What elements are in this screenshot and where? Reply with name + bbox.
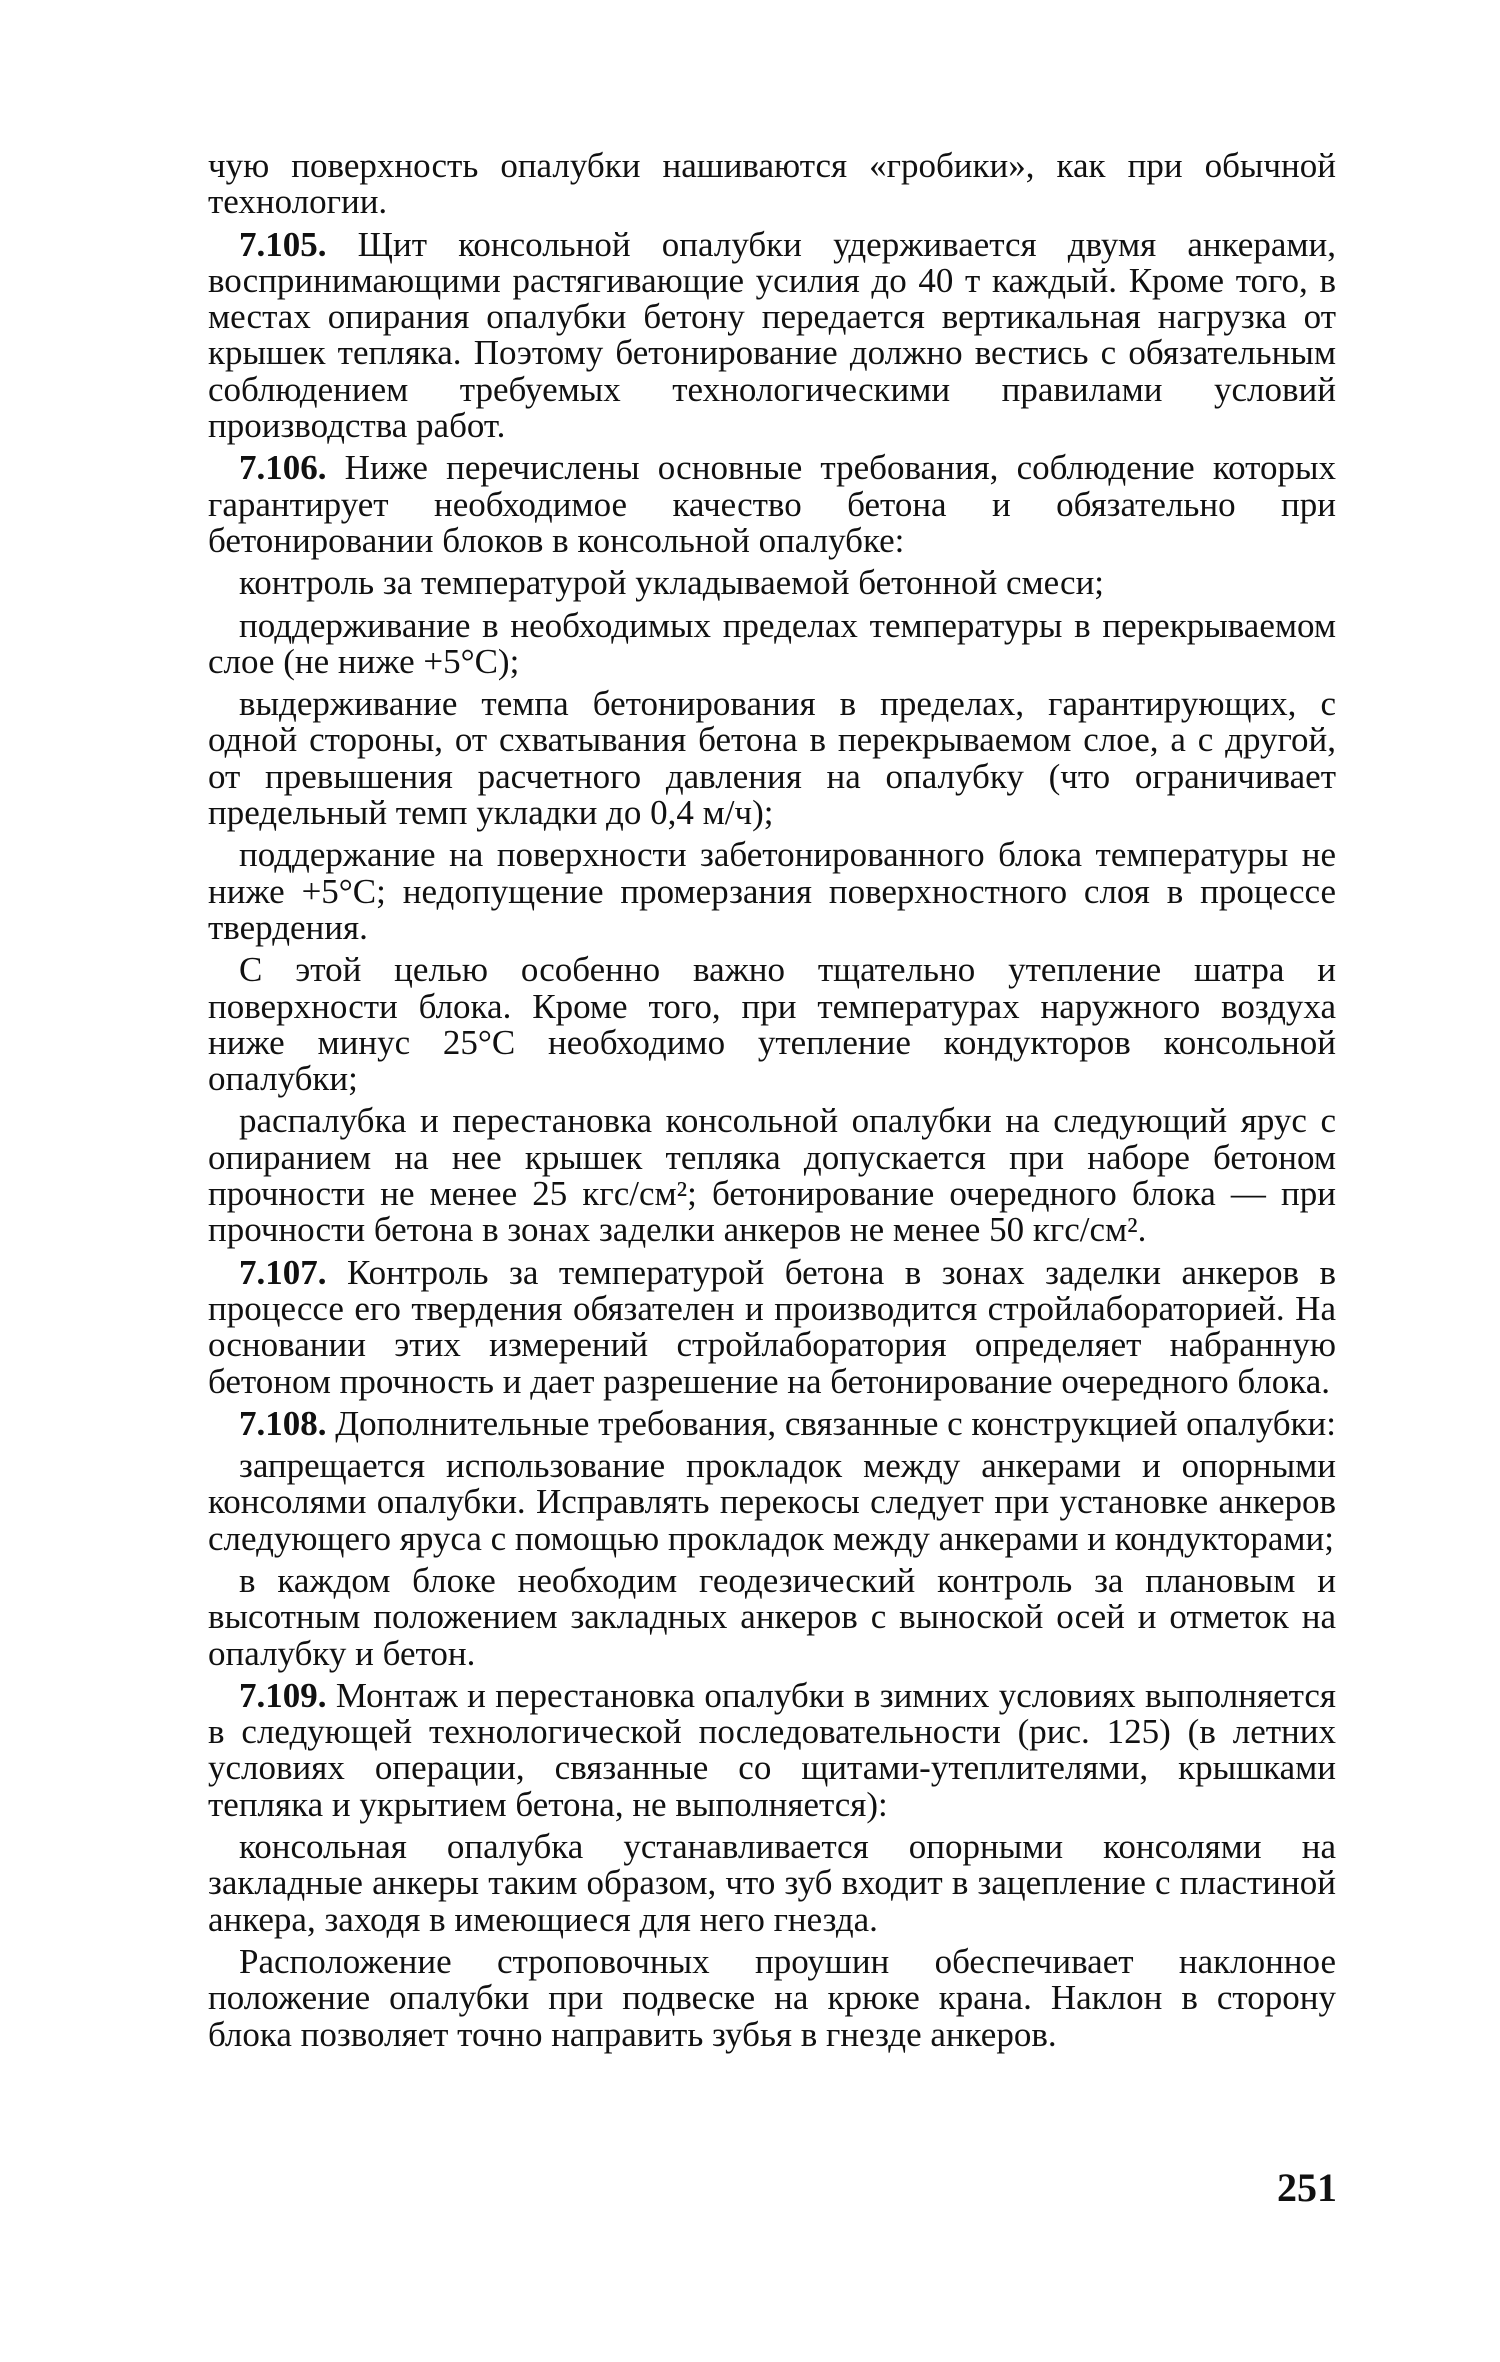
list-item <box>208 1448 1336 1557</box>
paragraph-7-105 <box>208 224 1336 446</box>
body-text <box>208 148 1336 2053</box>
paragraph-7-109 <box>208 1675 1336 1824</box>
clause-number: 7.107. <box>239 1252 327 1292</box>
paragraph-7-107 <box>208 1252 1336 1401</box>
list-item <box>208 686 1336 831</box>
paragraph <box>208 952 1336 1097</box>
paragraph <box>208 1941 1336 2054</box>
paragraph-text: контроль за температурой укладываемой бетонной смеси; <box>239 563 1105 603</box>
paragraph-text: выдерживание темпа бетонирования в пределах, гарантирующих, с одной стороны, от схватывания бетона в перекрываемом слое, а с другой, от превышения расчетного давления на опалубку (что ограничивает предельный темп укладки до 0,4 м/ч); <box>208 684 1336 833</box>
clause-number: 7.108. <box>239 1403 327 1443</box>
list-item <box>208 837 1336 946</box>
clause-number: 7.106. <box>239 448 327 488</box>
paragraph-text: запрещается использование прокладок между анкерами и опорными консолями опалубки. Исправлять перекосы следует при установке анкеров следующего яруса с помощью прокладок между анкерами и кондукторами; <box>208 1446 1336 1558</box>
list-item <box>208 1560 1336 1673</box>
list-item <box>208 1103 1336 1248</box>
paragraph-text: чую поверхность опалубки нашиваются «гробики», как при обычной технологии. <box>208 146 1336 222</box>
paragraph-text: Контроль за температурой бетона в зонах заделки анкеров в процессе его твердения обязателен и производится стройлабораторией. На основании этих измерений стройлаборатория определяет набранную бетоном прочность и дает разрешение на бетонирование очередного блока. <box>208 1252 1336 1401</box>
paragraph-text: Монтаж и перестановка опалубки в зимних условиях выполняется в следующей технологической последовательности (рис. 125) (в летних условиях операции, связанные со щитами-утеплителями, крышками тепляка и укрытием бетона, не выполняется): <box>208 1675 1336 1824</box>
clause-number: 7.109. <box>239 1675 327 1715</box>
paragraph-text: Ниже перечислены основные требования, соблюдение которых гарантирует необходимое качество бетона и обязательно при бетонировании блоков в консольной опалубке: <box>208 448 1336 560</box>
list-item <box>208 605 1336 681</box>
paragraph-text: С этой целью особенно важно тщательно утепление шатра и поверхности блока. Кроме того, при температурах наружного воздуха ниже минус 25°С необходимо утепление кондукторов консольной опалубки; <box>208 950 1336 1099</box>
paragraph-text: Щит консольной опалубки удерживается двумя анкерами, воспринимающими растягивающие усилия до 40 т каждый. Кроме того, в местах опирания опалубки бетону передается вертикальная нагрузка от крышек тепляка. Поэтому бетонирование должно вестись с обязательным соблюдением требуемых технологическими правилами условий производства работ. <box>208 224 1336 446</box>
page-number: 251 <box>1277 2165 1337 2210</box>
paragraph-text: в каждом блоке необходим геодезический контроль за плановым и высотным положением закладных анкеров с выноской осей и отметок на опалубку и бетон. <box>208 1560 1336 1673</box>
paragraph-text: поддержание на поверхности забетонированного блока температуры не ниже +5°С; недопущение промерзания поверхностного слоя в процессе твердения. <box>208 835 1336 947</box>
paragraph-text: Расположение строповочных проушин обеспечивает наклонное положение опалубки при подвеске на крюке крана. Наклон в сторону блока позволяет точно направить зубья в гнезде анкеров. <box>208 1941 1336 2054</box>
paragraph-text: распалубка и перестановка консольной опалубки на следующий ярус с опиранием на нее крышек тепляка допускается при наборе бетоном прочности не менее 25 кгс/см²; бетонирование очередного блока — при прочности бетона в зонах заделки анкеров не менее 50 кгс/см². <box>208 1101 1336 1250</box>
paragraph-7-108 <box>208 1403 1337 1443</box>
clause-number: 7.105. <box>239 224 327 264</box>
paragraph-continuation <box>208 148 1336 221</box>
paragraph-text: консольная опалубка устанавливается опорными консолями на закладные анкеры таким образом, что зуб входит в зацепление с пластиной анкера, заходя в имеющиеся для него гнезда. <box>208 1827 1336 1939</box>
paragraph-text: Дополнительные требования, связанные с конструкцией опалубки: <box>326 1403 1337 1443</box>
paragraph-7-106 <box>208 450 1336 559</box>
list-item <box>208 1829 1336 1938</box>
list-item <box>208 565 1336 601</box>
paragraph-text: поддерживание в необходимых пределах температуры в перекрываемом слое (не ниже +5°С); <box>208 605 1336 681</box>
